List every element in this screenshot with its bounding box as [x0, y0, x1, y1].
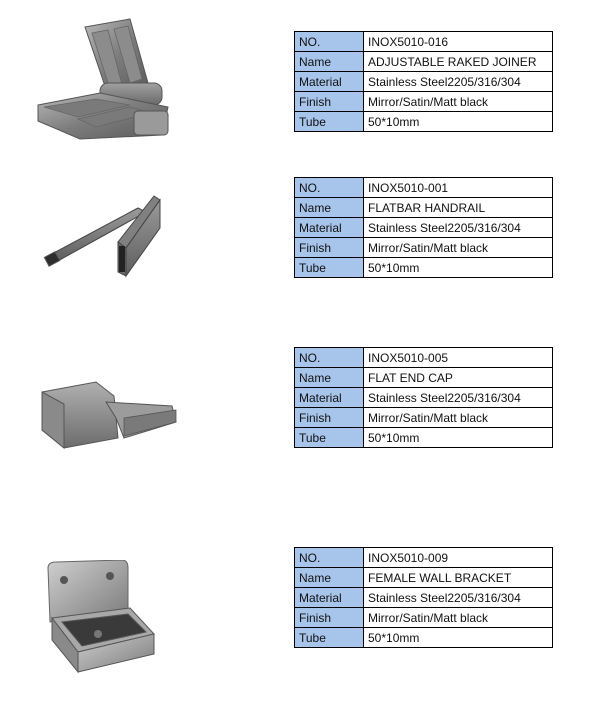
- spec-value: ADJUSTABLE RAKED JOINER: [364, 52, 553, 72]
- spec-value: 50*10mm: [364, 628, 553, 648]
- spec-value: Stainless Steel2205/316/304: [364, 588, 553, 608]
- spec-row: [295, 348, 553, 368]
- spec-row: [295, 408, 553, 428]
- spec-label: Tube: [295, 428, 364, 448]
- spec-row: [295, 92, 553, 112]
- spec-table-1: [294, 31, 553, 132]
- spec-label: Name: [295, 568, 364, 588]
- spec-label: Name: [295, 198, 364, 218]
- spec-value: FLATBAR HANDRAIL: [364, 198, 553, 218]
- spec-label: Name: [295, 368, 364, 388]
- spec-value: Mirror/Satin/Matt black: [364, 408, 553, 428]
- spec-value: 50*10mm: [364, 428, 553, 448]
- spec-value: INOX5010-016: [364, 32, 553, 52]
- flatbar-handrail-photo: [40, 188, 165, 280]
- spec-label: Material: [295, 218, 364, 238]
- spec-row: [295, 568, 553, 588]
- spec-label: NO.: [295, 348, 364, 368]
- spec-label: Name: [295, 52, 364, 72]
- spec-label: NO.: [295, 178, 364, 198]
- spec-row: [295, 428, 553, 448]
- spec-label: Tube: [295, 258, 364, 278]
- spec-row: [295, 258, 553, 278]
- spec-table-4: [294, 547, 553, 648]
- spec-value: Stainless Steel2205/316/304: [364, 72, 553, 92]
- spec-value: FLAT END CAP: [364, 368, 553, 388]
- spec-value: Stainless Steel2205/316/304: [364, 218, 553, 238]
- spec-value: INOX5010-001: [364, 178, 553, 198]
- flat-end-cap-photo: [36, 378, 181, 453]
- spec-row: [295, 72, 553, 92]
- spec-row: [295, 52, 553, 72]
- wall-bracket-photo: [42, 560, 162, 680]
- spec-row: [295, 112, 553, 132]
- spec-value: Stainless Steel2205/316/304: [364, 388, 553, 408]
- spec-row: [295, 32, 553, 52]
- spec-row: [295, 608, 553, 628]
- spec-value: Mirror/Satin/Matt black: [364, 92, 553, 112]
- spec-label: Finish: [295, 238, 364, 258]
- spec-value: 50*10mm: [364, 112, 553, 132]
- spec-row: [295, 388, 553, 408]
- spec-label: Finish: [295, 608, 364, 628]
- spec-value: FEMALE WALL BRACKET: [364, 568, 553, 588]
- spec-label: Material: [295, 388, 364, 408]
- spec-label: Finish: [295, 408, 364, 428]
- spec-row: [295, 198, 553, 218]
- spec-row: [295, 178, 553, 198]
- spec-label: Material: [295, 588, 364, 608]
- raked-joiner-photo: [30, 15, 175, 145]
- spec-row: [295, 238, 553, 258]
- spec-label: Tube: [295, 628, 364, 648]
- spec-table-3: [294, 347, 553, 448]
- spec-row: [295, 588, 553, 608]
- spec-value: INOX5010-009: [364, 548, 553, 568]
- spec-label: Finish: [295, 92, 364, 112]
- spec-value: Mirror/Satin/Matt black: [364, 608, 553, 628]
- spec-table-2: [294, 177, 553, 278]
- spec-value: Mirror/Satin/Matt black: [364, 238, 553, 258]
- spec-label: NO.: [295, 32, 364, 52]
- spec-row: [295, 218, 553, 238]
- spec-row: [295, 548, 553, 568]
- spec-label: Material: [295, 72, 364, 92]
- spec-value: INOX5010-005: [364, 348, 553, 368]
- spec-label: Tube: [295, 112, 364, 132]
- spec-label: NO.: [295, 548, 364, 568]
- spec-value: 50*10mm: [364, 258, 553, 278]
- spec-row: [295, 368, 553, 388]
- spec-row: [295, 628, 553, 648]
